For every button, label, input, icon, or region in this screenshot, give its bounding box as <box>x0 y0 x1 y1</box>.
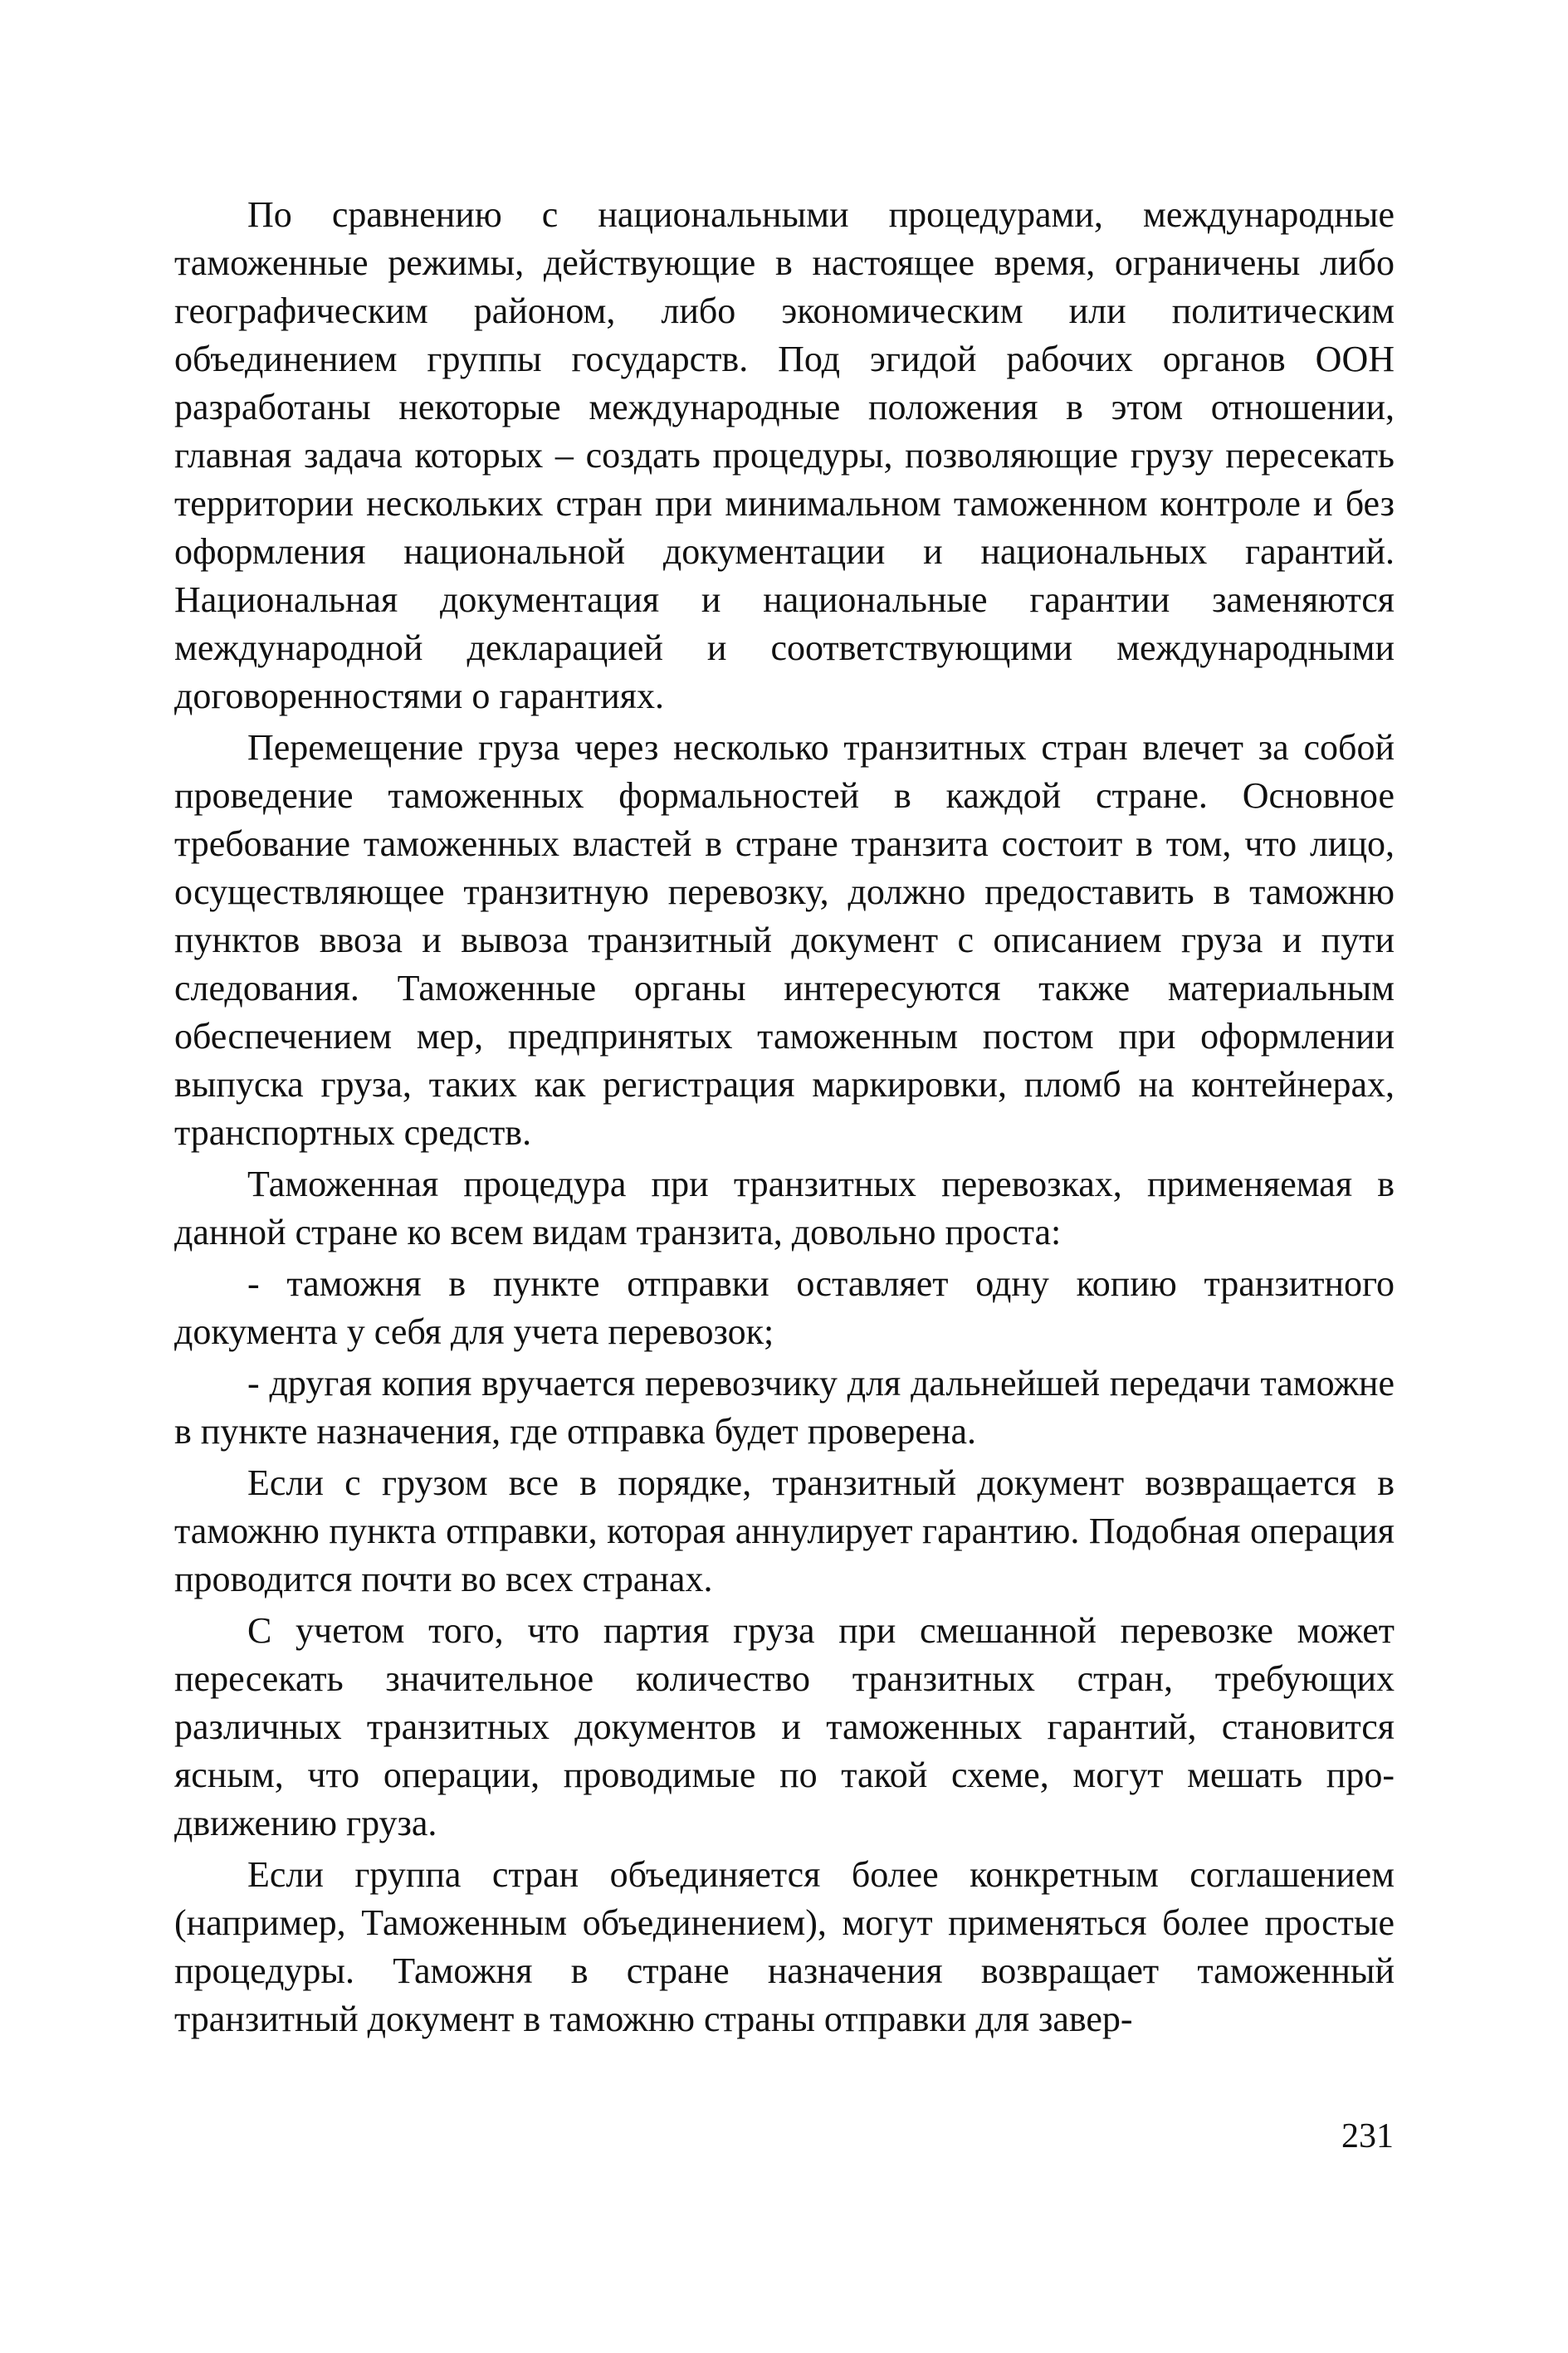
paragraph-3: Таможенная процедура при транзитных перевозках, применяемая в данной стране ко всем видам транзита, довольно проста: <box>174 1164 1395 1252</box>
list-item-2: - другая копия вручается перевозчику для дальнейшей передачи таможне в пункте назначения, где отправка будет проверена. <box>174 1363 1395 1452</box>
paragraph-5: С учетом того, что партия груза при смешанной перевозке может пересекать значительное количество транзитных стран, требующих различных транзитных документов и таможенных гарантий, становится ясным, что операции, проводимые по такой схеме, могут мешать продвижению груза. <box>174 1610 1395 1843</box>
list-item-1: - таможня в пункте отправки оставляет одну копию транзитного документа у себя для учета перевозок; <box>174 1263 1395 1352</box>
paragraph-2: Перемещение груза через несколько транзитных стран влечет за собой проведение таможенных формальностей в каждой стране. Основное требование таможенных властей в стране транзита состоит в том, что лицо, осуществляющее транзитную перевозку, должно предоставить в таможню пунктов ввоза и вывоза транзитный документ с описанием груза и пути следования. Таможенные органы интересуются также материальным обеспечением мер, предпринятых таможенным постом при оформлении выпуска груза, таких как регистрация маркировки, пломб на контейнерах, транспортных средств. <box>174 727 1395 1153</box>
paragraph-4: Если с грузом все в порядке, транзитный документ возвращается в таможню пункта отправки, которая аннулирует гарантию. Подобная операция проводится почти во всех странах. <box>174 1462 1395 1599</box>
page-number: 231 <box>1341 2117 1394 2155</box>
paragraph-1: По сравнению с национальными процедурами, международные таможенные режимы, действующие в настоящее время, ограничены либо географическим районом, либо экономическим или политическим объединением группы государств. Под эгидой рабочих органов ООН разработаны некоторые международные положения в этом отношении, главная задача которых – создать процедуры, позволяющие грузу пересекать территории нескольких стран при минимальном таможенном контроле и без оформления национальной документации и национальных гарантий. Национальная документация и национальные гарантии заменяются международной декларацией и соответствующими международными договоренностями о гарантиях. <box>174 194 1395 716</box>
paragraph-6: Если группа стран объединяется более конкретным соглашением (например, Таможенным объединением), могут применяться более простые процедуры. Таможня в стране назначения возвращает таможенный транзитный документ в таможню страны отправки для завер- <box>174 1854 1395 2039</box>
body-text <box>174 191 1395 2047</box>
